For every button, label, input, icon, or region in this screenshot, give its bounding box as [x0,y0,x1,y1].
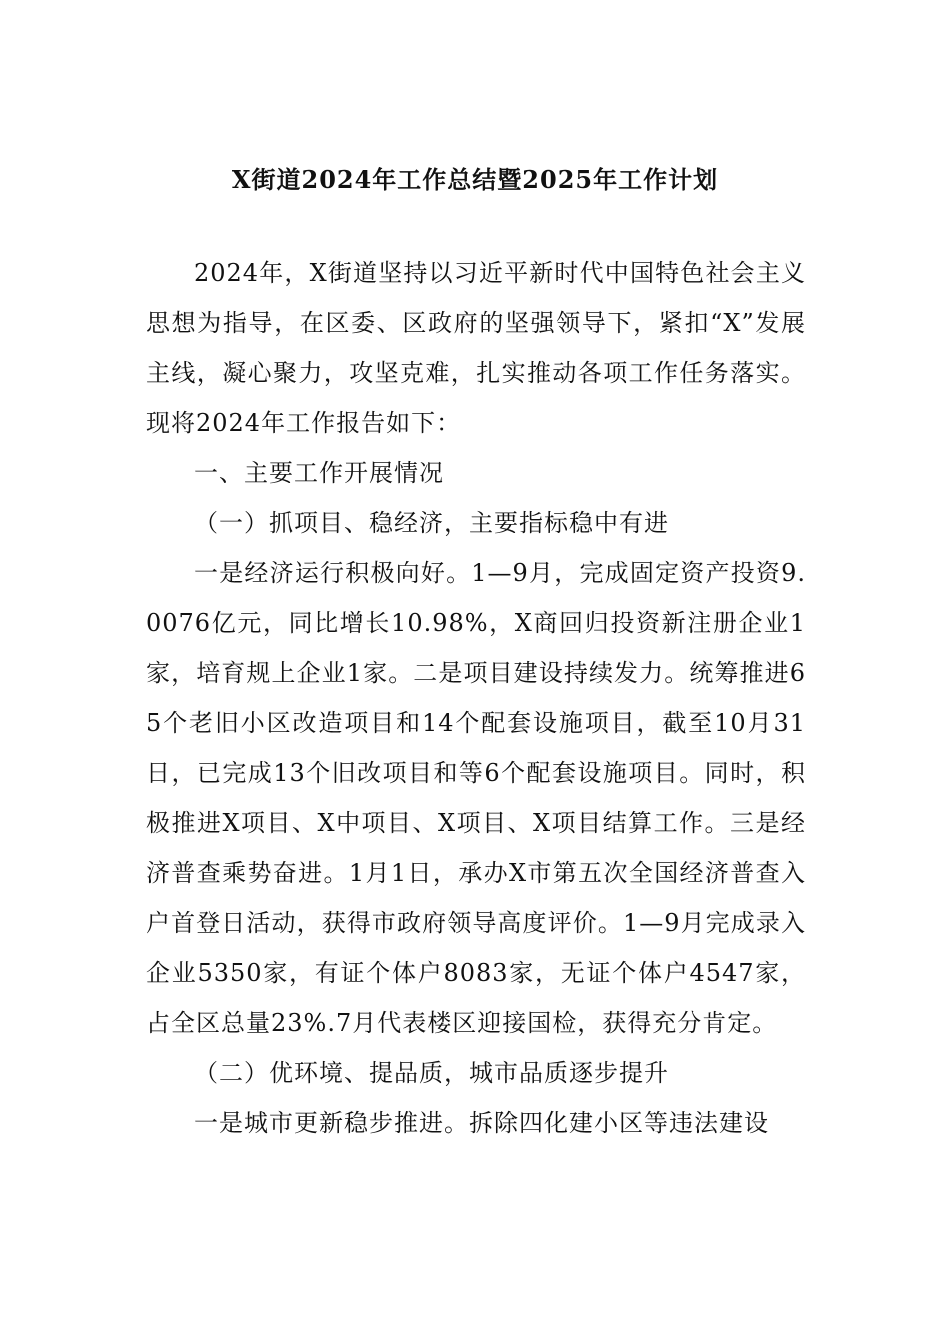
intro-paragraph: 2024年，X街道坚持以习近平新时代中国特色社会主义思想为指导，在区委、区政府的坚强领导下，紧扣“X”发展主线，凝心聚力，攻坚克难，扎实推动各项工作任务落实。现将2024年工作报告如下： [146,259,806,437]
section-heading-main-work: 一、主要工作开展情况 [194,459,444,487]
subsection-heading-economy: （一）抓项目、稳经济，主要指标稳中有进 [194,509,669,537]
subsection-heading-environment: （二）优环境、提品质，城市品质逐步提升 [194,1059,669,1087]
economy-paragraph: 一是经济运行积极向好。1—9月，完成固定资产投资9.0076亿元，同比增长10.98%，X商回归投资新注册企业1家，培育规上企业1家。二是项目建设持续发力。统筹推进65个老旧小区改造项目和14个配套设施项目，截至10月31日，已完成13个旧改项目和等6个配套设施项目。同时，积极推进X项目、X中项目、X项目、X项目结算工作。三是经济普查乘势奋进。1月1日，承办X市第五次全国经济普查入户首登日活动，获得市政府领导高度评价。1—9月完成录入企业5350家，有证个体户8083家，无证个体户4547家，占全区总量23%.7月代表楼区迎接国检，获得充分肯定。 [146,559,806,1037]
document-title: X街道2024年工作总结暨2025年工作计划 [231,165,719,194]
document-body [146,248,806,1148]
environment-paragraph: 一是城市更新稳步推进。拆除四化建小区等违法建设 [194,1109,769,1137]
